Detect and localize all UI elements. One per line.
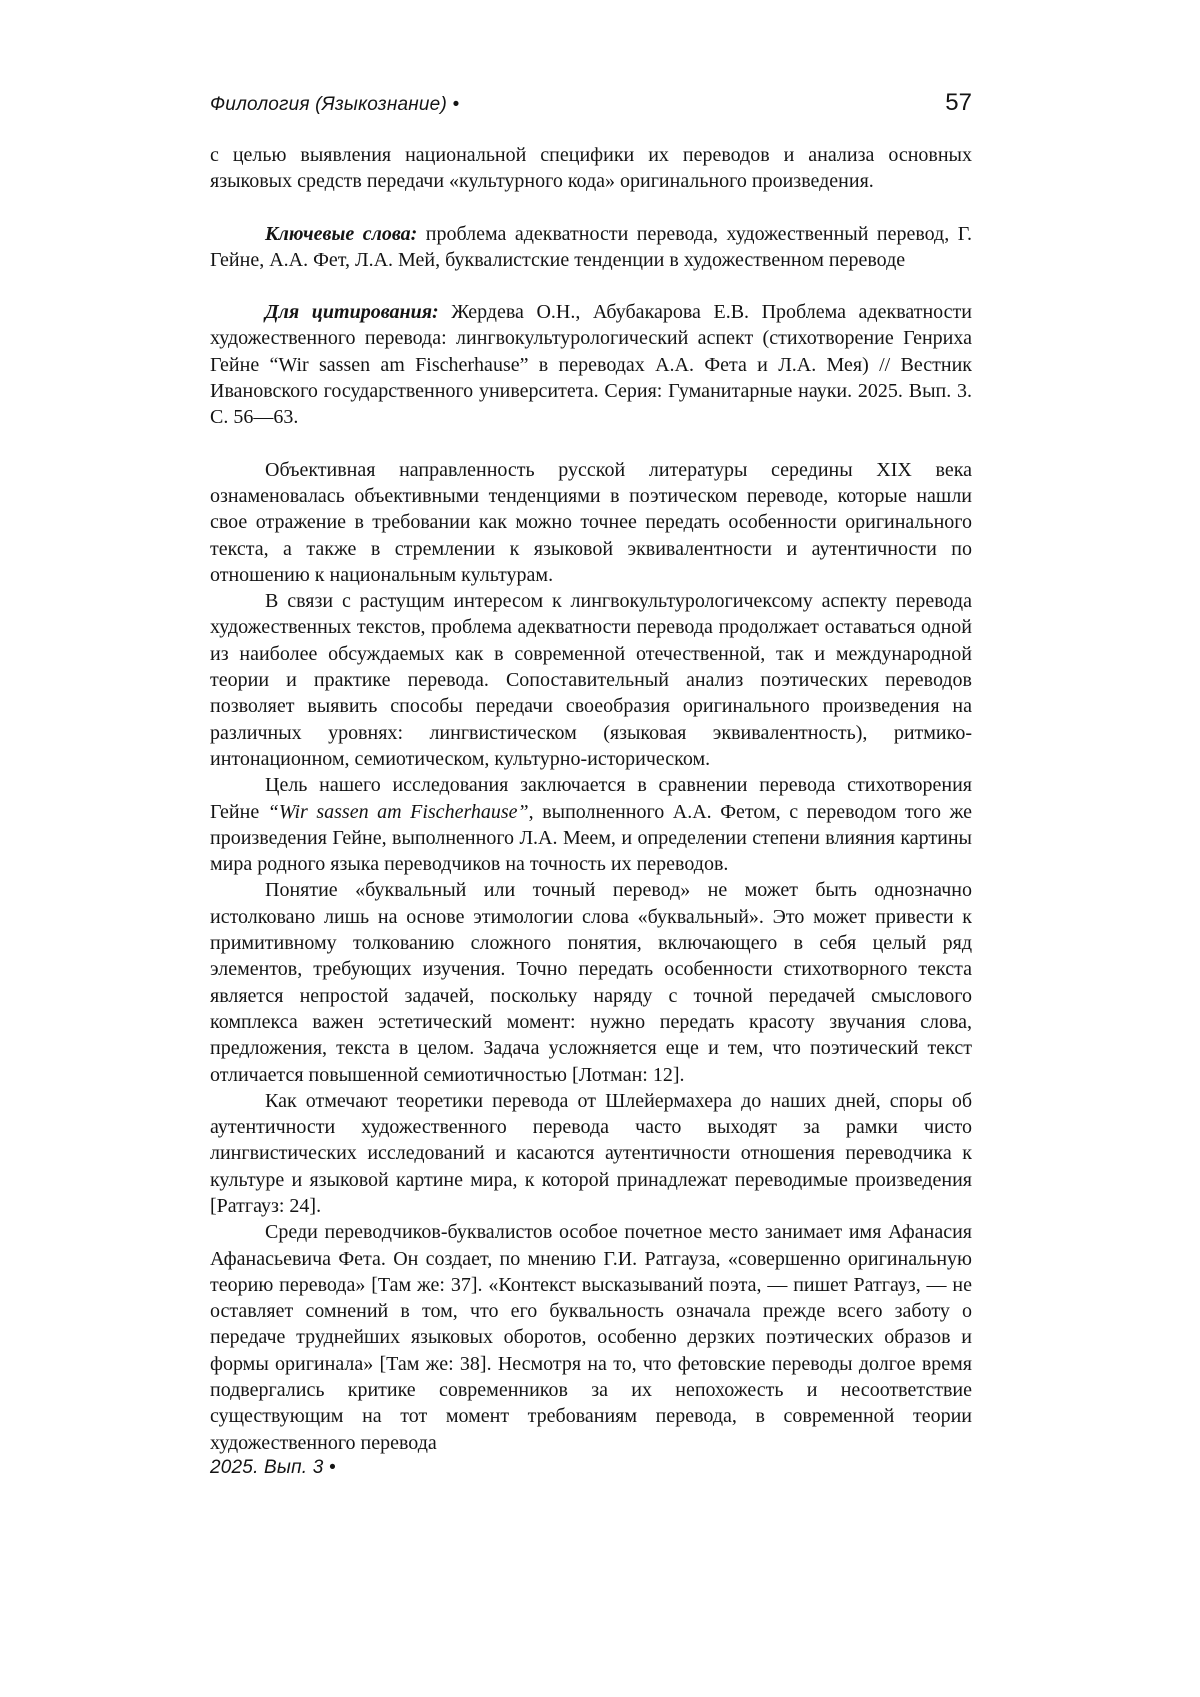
article-content — [210, 142, 972, 1456]
issue-line: 2025. Вып. 3 • — [210, 1457, 336, 1478]
keywords-label: Ключевые слова: — [265, 222, 418, 245]
keywords-paragraph — [210, 221, 972, 274]
paragraph-2: В связи с растущим интересом к лингвокультурологичексому аспекту перевода художественных текстов, проблема адекватности перевода продолжает оставаться одной из наиболее обсуждаемых как в современной отечественной, так и международной теории и практике перевода. Сопоставительный анализ поэтических переводов позволяет выявить способы передачи своеобразия оригинального произведения на различных уровнях: лингвистическом (языковая эквивалентность), ритмико-интонационном, семиотическом, культурно-историческом. — [210, 590, 972, 770]
citation-label: Для цитирования: — [265, 301, 439, 324]
paragraph-3-after: , выполненного А.А. Фетом, с переводом того же произведения Гейне, выполненного Л.А. Меем, и определении степени влияния картины мира родного языка переводчиков на точность их переводов. — [210, 800, 973, 876]
citation-text: Жердева О.Н., Абубакарова Е.В. Проблема адекватности художественного перевода: лингвокультурологический аспект (стихотворение Генриха Гейне “Wir sassen am Fischerhause” в переводах А.А. Фета и Л.А. Мея) // Вестник Ивановского государственного университета. Серия: Гуманитарные науки. 2025. Вып. 3. С. 56—63. — [210, 301, 972, 429]
paragraph-1: Объективная направленность русской литературы середины XIX века ознаменовалась объективными тенденциями в поэтическом переводе, которые нашли свое отражение в требовании как можно точнее передать особенности оригинального текста, а также в стремлении к языковой эквивалентности и аутентичности по отношению к национальным культурам. — [210, 458, 972, 586]
paragraph-4: Понятие «буквальный или точный перевод» не может быть однозначно истолковано лишь на основе этимологии слова «буквальный». Это может привести к примитивному толкованию сложного понятия, включающего в себя целый ряд элементов, требующих изучения. Точно передать особенности стихотворного текста является непростой задачей, поскольку наряду с точной передачей смыслового комплекса важен эстетический момент: нужно передать красоту звучания слова, предложения, текста в целом. Задача усложняется еще и тем, что поэтический текст отличается повышенной семиотичностью [Лотман: 12]. — [210, 879, 972, 1086]
page-footer — [210, 1457, 336, 1479]
page-header — [210, 91, 972, 116]
paragraph-continuation: с целью выявления национальной специфики их переводов и анализа основных языковых средств передачи «культурного кода» оригинального произведения. — [210, 144, 972, 193]
page-number: 57 — [945, 89, 972, 116]
paragraph-3-before: Цель нашего исследования заключается в сравнении перевода стихотворения Гейне — [210, 774, 972, 823]
paragraph-3 — [210, 772, 972, 877]
paragraph-6: Среди переводчиков-буквалистов особое почетное место занимает имя Афанасия Афанасьевича Фета. Он создает, по мнению Г.И. Ратгауза, «совершенно оригинальную теорию перевода» [Там же: 37]. «Контекст высказываний поэта, — пишет Ратгауз, — не оставляет сомнений в том, что его буквальность означала прежде всего заботу о передаче труднейших языковых оборотов, особенно дерзких поэтических образов и формы оригинала» [Там же: 38]. Несмотря на то, что фетовские переводы долгое время подвергались критике современников за их непохожесть и несоответствие существующим на тот момент требованиям перевода, в современной теории художественного перевода — [210, 1221, 972, 1454]
running-title: Филология (Языкознание) • — [210, 94, 460, 115]
paragraph-5: Как отмечают теоретики перевода от Шлейермахера до наших дней, споры об аутентичности художественного перевода часто выходят за рамки чисто лингвистических исследований и касаются аутентичности отношения переводчика к культуре и языковой картине мира, к которой принадлежат переводимые произведения [Ратгауз: 24]. — [210, 1089, 972, 1217]
keywords-text: проблема адекватности перевода, художественный перевод, Г. Гейне, А.А. Фет, Л.А. Мей, буквалистские тенденции в художественном переводе — [210, 222, 973, 271]
body-text — [210, 457, 972, 1456]
poem-title-italic: “Wir sassen am Fischerhause” — [267, 800, 529, 823]
citation-paragraph — [210, 299, 972, 430]
